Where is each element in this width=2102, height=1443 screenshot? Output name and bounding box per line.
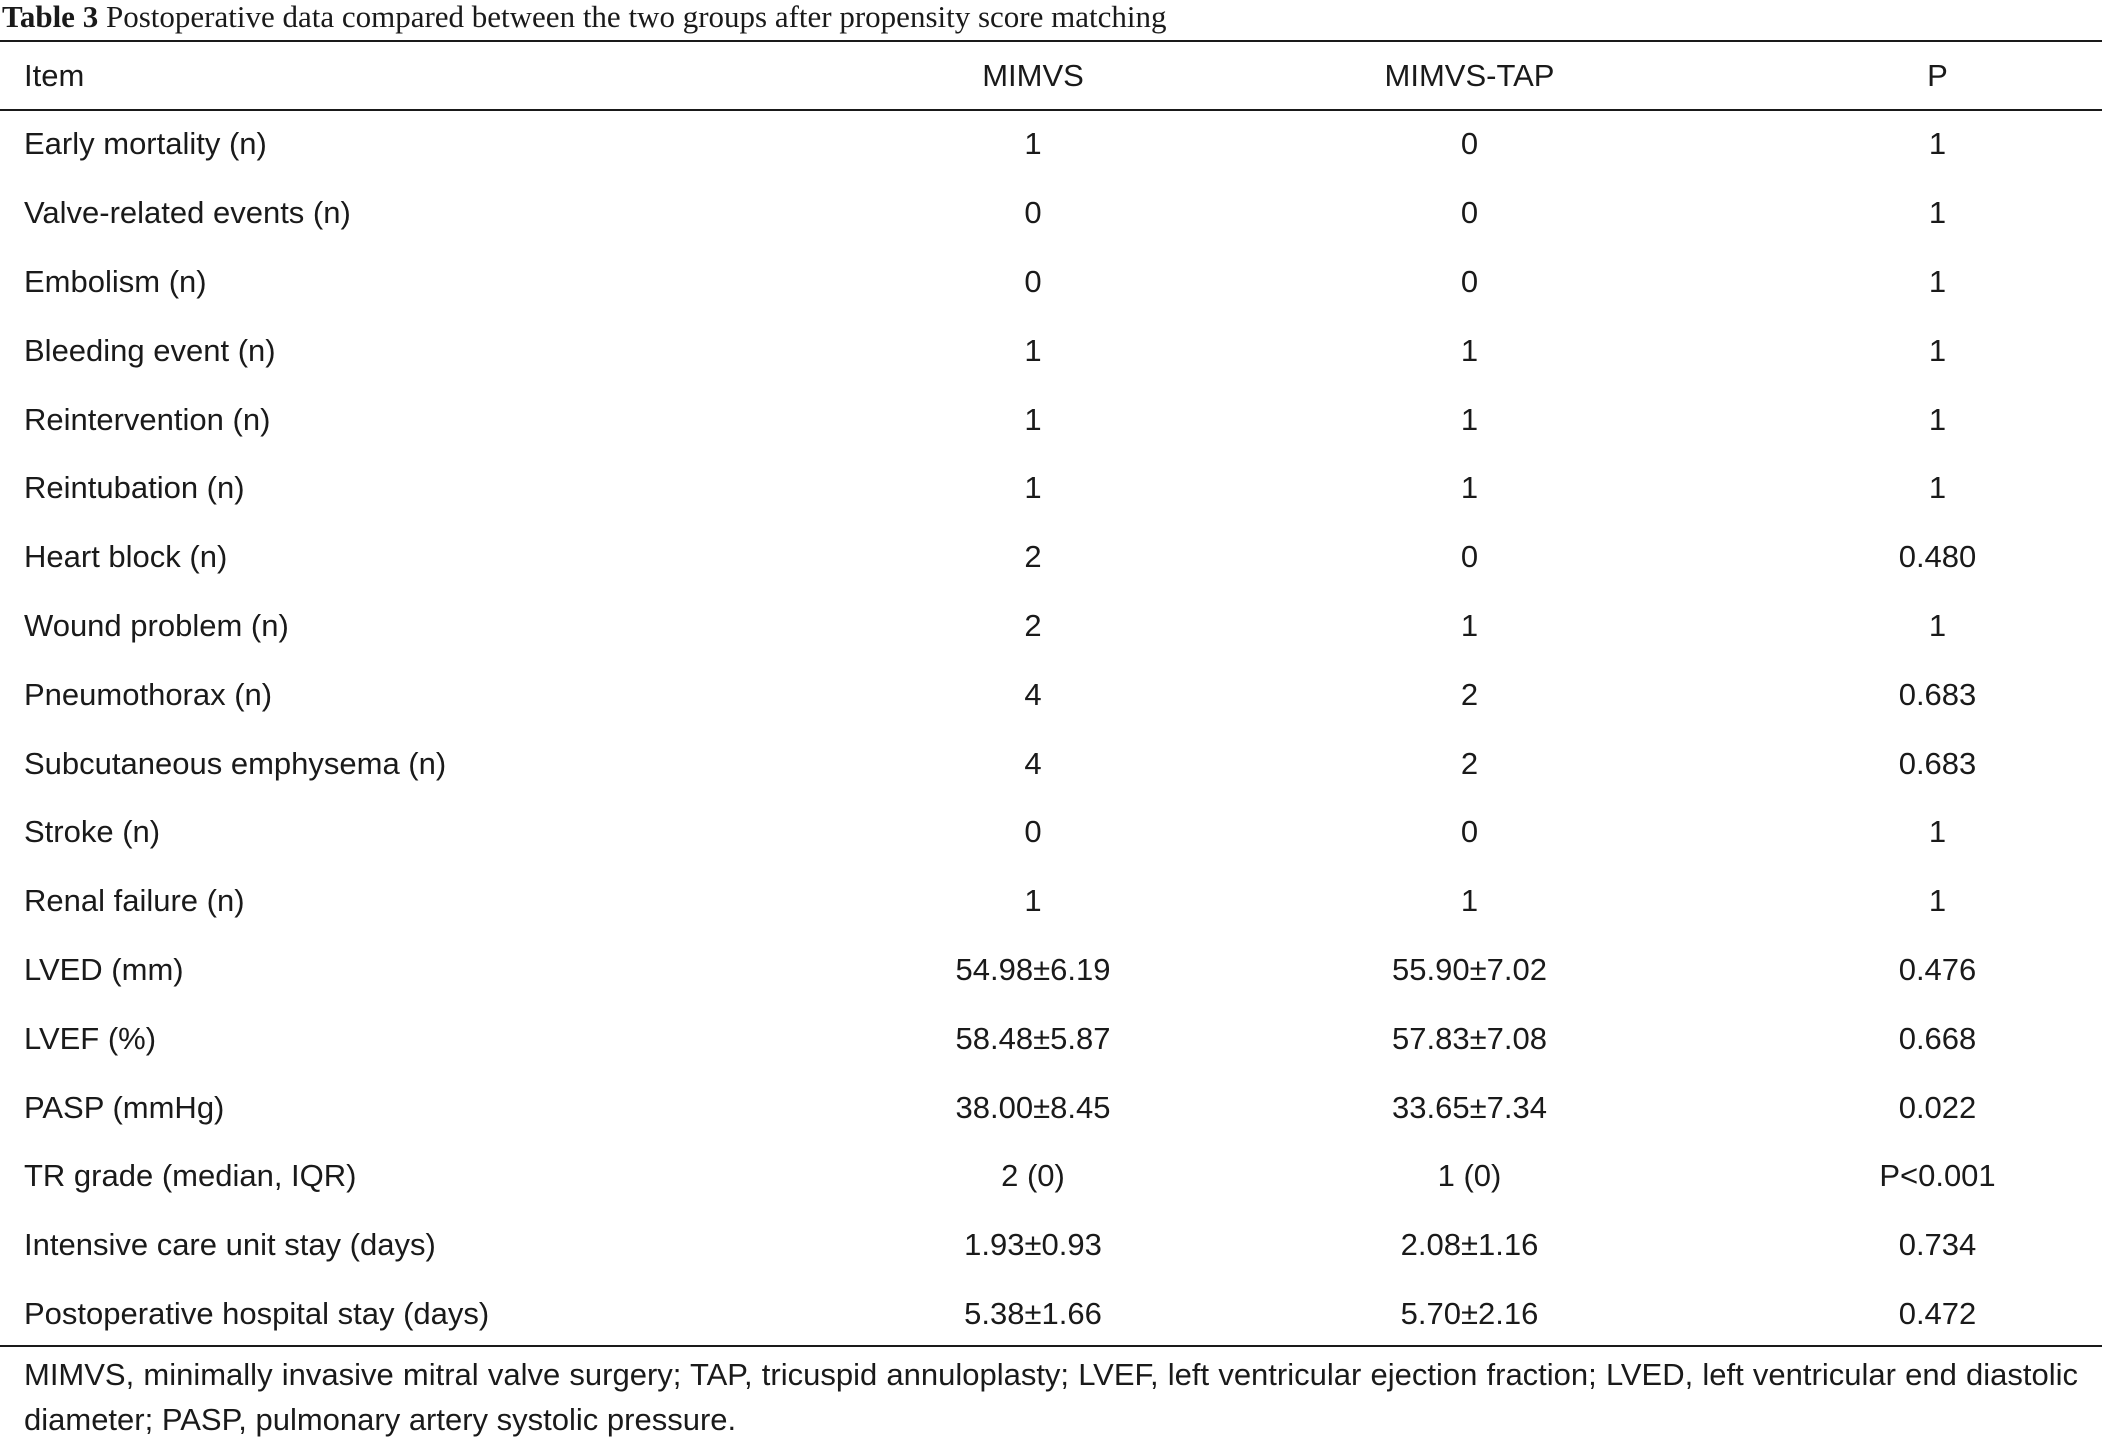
header-row — [0, 42, 2102, 110]
cell-mimvs: 4 — [1024, 676, 1042, 712]
cell-p: 0.734 — [1898, 1227, 1977, 1263]
table-row — [0, 798, 2102, 867]
cell-mimvs: 2 (0) — [1001, 1158, 1065, 1194]
cell-item: Early mortality (n) — [24, 126, 267, 162]
cell-mimvs: 38.00±8.45 — [955, 1089, 1111, 1125]
cell-p: 1 — [1928, 470, 1947, 506]
cell-mimvs-tap: 0 — [1460, 126, 1479, 162]
cell-mimvs-tap: 55.90±7.02 — [1392, 951, 1547, 987]
cell-item: Heart block (n) — [24, 539, 228, 575]
cell-item: Intensive care unit stay (days) — [24, 1227, 436, 1263]
table-row — [0, 1004, 2102, 1073]
table-caption-label: Table 3 — [2, 0, 99, 34]
table-row — [0, 1073, 2102, 1142]
cell-mimvs: 54.98±6.19 — [955, 951, 1111, 987]
table-caption-text: Postoperative data compared between the two groups after propensity score matching — [105, 0, 1167, 34]
cell-mimvs-tap: 1 — [1460, 607, 1479, 643]
cell-mimvs-tap: 2.08±1.16 — [1400, 1227, 1539, 1263]
cell-mimvs-tap: 57.83±7.08 — [1392, 1020, 1547, 1056]
cell-mimvs-tap: 5.70±2.16 — [1400, 1295, 1539, 1331]
cell-item: Renal failure (n) — [24, 883, 245, 919]
header-mimvs: MIMVS — [982, 58, 1084, 93]
cell-mimvs: 1 — [1024, 470, 1042, 506]
table-row — [0, 523, 2102, 592]
table-row — [0, 729, 2102, 798]
table-row — [0, 1211, 2102, 1280]
cell-item: Reintubation (n) — [24, 470, 245, 506]
cell-p: 1 — [1928, 814, 1947, 850]
cell-p: P<0.001 — [1879, 1158, 1996, 1194]
cell-mimvs-tap: 1 (0) — [1437, 1158, 1502, 1194]
table-row — [0, 454, 2102, 523]
cell-mimvs: 2 — [1024, 539, 1042, 575]
table-row — [0, 316, 2102, 385]
cell-item: TR grade (median, IQR) — [24, 1158, 357, 1194]
cell-mimvs: 1 — [1024, 401, 1042, 437]
table-row — [0, 867, 2102, 936]
cell-item: Embolism (n) — [24, 263, 207, 299]
cell-item: Subcutaneous emphysema (n) — [24, 745, 447, 781]
table-row — [0, 592, 2102, 661]
table-row — [0, 1142, 2102, 1211]
table-body — [0, 110, 2102, 1348]
cell-mimvs-tap: 0 — [1460, 539, 1479, 575]
cell-p: 0.472 — [1898, 1295, 1977, 1331]
cell-p: 1 — [1928, 401, 1947, 437]
table-footnote: MIMVS, minimally invasive mitral valve surgery; TAP, tricuspid annuloplasty; LVEF, left ventricular ejection fraction; LVED, left ventricular end diastolic diameter; PASP, pulmonary artery systolic pressure. — [24, 1357, 2078, 1437]
cell-p: 1 — [1928, 195, 1947, 231]
cell-mimvs: 0 — [1024, 814, 1042, 850]
cell-mimvs-tap: 1 — [1460, 332, 1479, 368]
cell-mimvs-tap: 2 — [1460, 745, 1479, 781]
cell-p: 1 — [1928, 607, 1947, 643]
header-item: Item — [24, 58, 85, 93]
cell-mimvs: 0 — [1024, 263, 1042, 299]
cell-mimvs-tap: 33.65±7.34 — [1392, 1089, 1547, 1125]
table-row — [0, 1280, 2102, 1349]
cell-item: Pneumothorax (n) — [24, 676, 273, 712]
cell-mimvs-tap: 0 — [1460, 814, 1479, 850]
cell-p: 1 — [1928, 263, 1947, 299]
cell-item: Stroke (n) — [24, 814, 161, 850]
header-p: P — [1927, 58, 1948, 93]
cell-p: 0.476 — [1898, 951, 1977, 987]
cell-mimvs: 1 — [1024, 883, 1042, 919]
cell-mimvs-tap: 1 — [1460, 470, 1479, 506]
table-row — [0, 179, 2102, 248]
cell-p: 0.683 — [1898, 745, 1977, 781]
cell-mimvs: 2 — [1024, 607, 1042, 643]
cell-p: 0.668 — [1898, 1020, 1977, 1056]
cell-p: 0.480 — [1898, 539, 1977, 575]
cell-item: Valve-related events (n) — [24, 195, 351, 231]
cell-mimvs: 0 — [1024, 195, 1042, 231]
cell-item: Postoperative hospital stay (days) — [24, 1295, 490, 1331]
cell-item: Wound problem (n) — [24, 607, 289, 643]
cell-mimvs: 1.93±0.93 — [964, 1227, 1102, 1263]
cell-mimvs-tap: 1 — [1460, 401, 1479, 437]
table-row — [0, 110, 2102, 179]
cell-mimvs: 4 — [1024, 745, 1042, 781]
cell-item: PASP (mmHg) — [24, 1089, 225, 1125]
table-row — [0, 248, 2102, 317]
cell-item: LVEF (%) — [24, 1020, 157, 1056]
cell-mimvs: 5.38±1.66 — [964, 1295, 1102, 1331]
table-caption — [2, 0, 1167, 34]
table-row — [0, 936, 2102, 1005]
cell-p: 1 — [1928, 332, 1947, 368]
cell-mimvs: 1 — [1024, 332, 1042, 368]
cell-item: LVED (mm) — [24, 951, 184, 987]
cell-mimvs-tap: 2 — [1460, 676, 1479, 712]
cell-item: Bleeding event (n) — [24, 332, 276, 368]
cell-p: 1 — [1928, 883, 1947, 919]
cell-item: Reintervention (n) — [24, 401, 271, 437]
cell-mimvs: 1 — [1024, 126, 1042, 162]
cell-mimvs-tap: 0 — [1460, 195, 1479, 231]
cell-mimvs-tap: 0 — [1460, 263, 1479, 299]
data-table — [0, 42, 2102, 1348]
header-mimvs-tap: MIMVS-TAP — [1384, 58, 1555, 93]
cell-p: 0.683 — [1898, 676, 1977, 712]
cell-p: 0.022 — [1898, 1089, 1977, 1125]
cell-mimvs: 58.48±5.87 — [955, 1020, 1111, 1056]
table-row — [0, 385, 2102, 454]
cell-mimvs-tap: 1 — [1460, 883, 1479, 919]
table-row — [0, 660, 2102, 729]
cell-p: 1 — [1928, 126, 1947, 162]
